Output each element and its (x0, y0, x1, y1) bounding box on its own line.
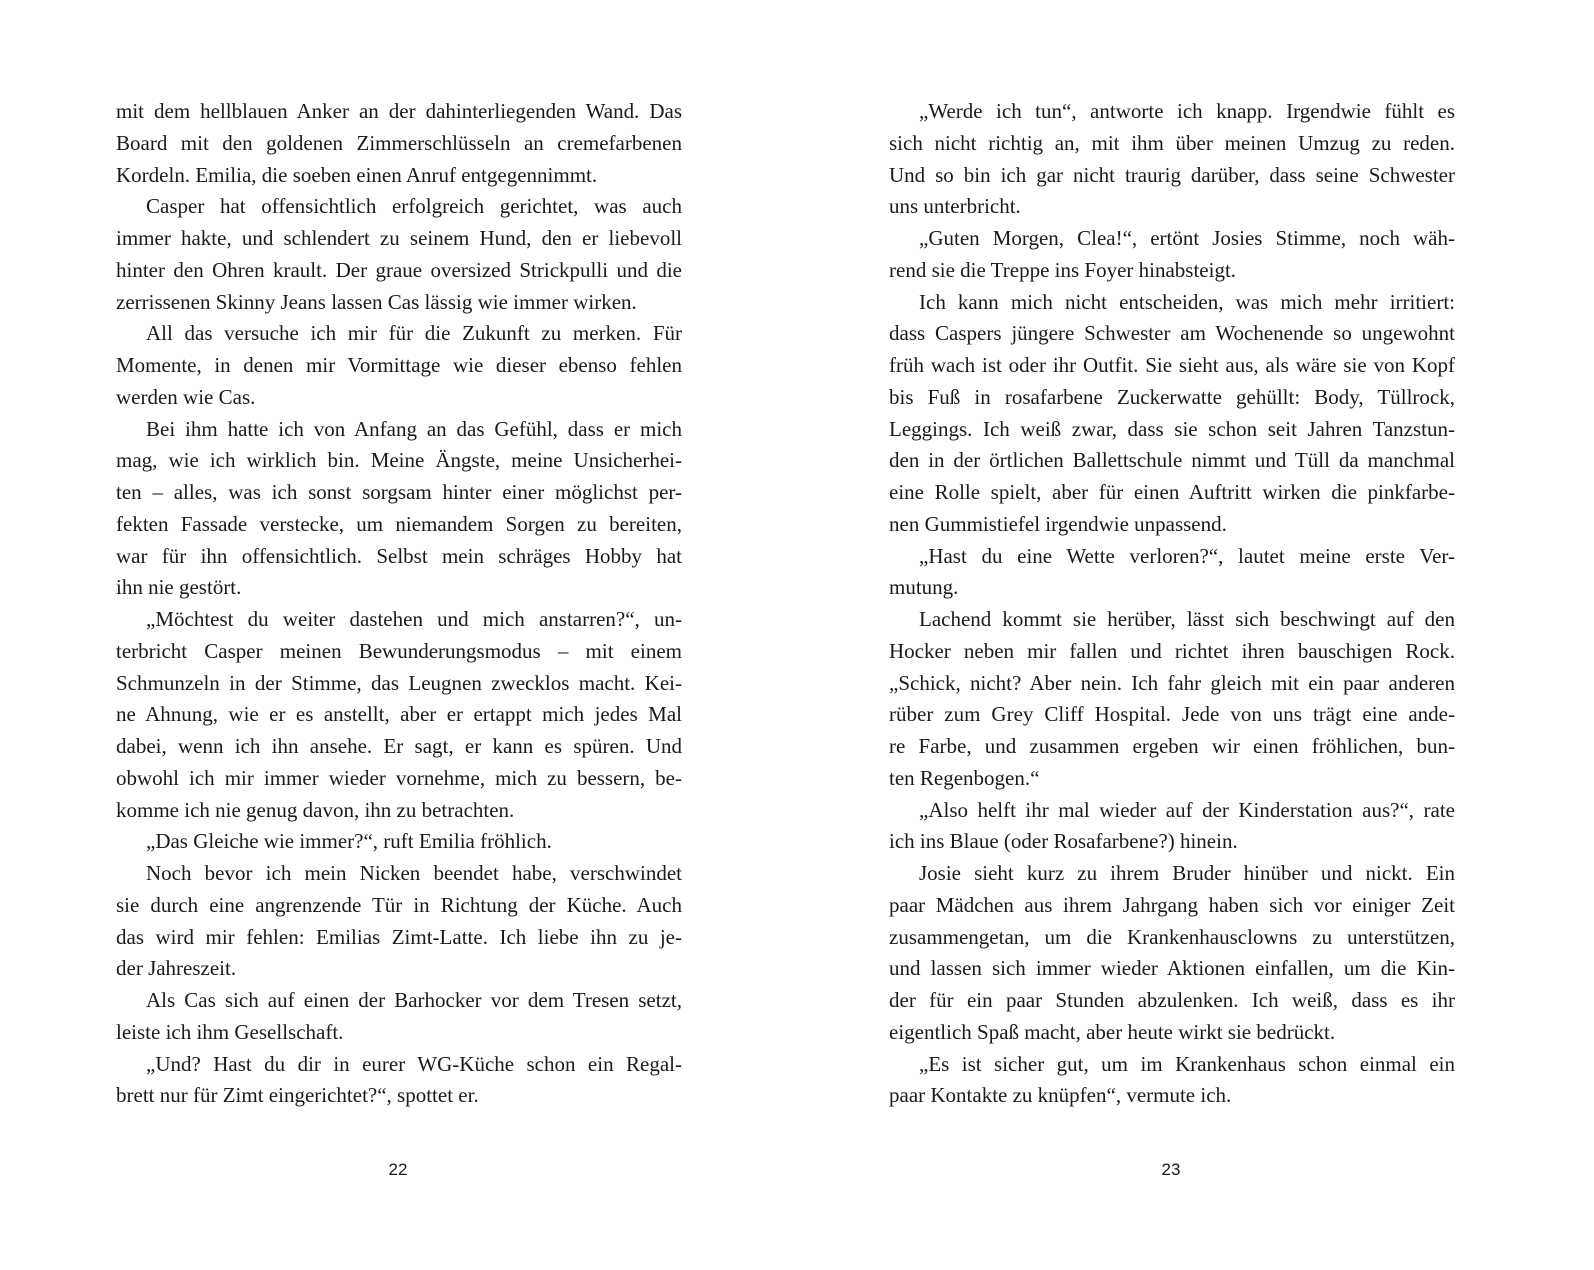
text-line: das wird mir fehlen: Emilias Zimt-Latte. Ich liebe ihn zu je- (116, 924, 682, 949)
text-line: „Hast du eine Wette verloren?“, lautet meine erste Ver- (919, 543, 1455, 568)
text-line: ihn nie gestört. (116, 575, 242, 600)
text-line: dass Caspers jüngere Schwester am Wochenende so ungewohnt (889, 321, 1455, 346)
text-line: rüber zum Grey Cliff Hospital. Jede von uns trägt eine ande- (889, 702, 1455, 727)
text-line: der für ein paar Stunden abzulenken. Ich weiß, dass es ihr (889, 988, 1455, 1012)
text-line: Und so bin ich gar nicht traurig darüber, dass seine Schwester (889, 162, 1455, 187)
text-line: Bei ihm hatte ich von Anfang an das Gefühl, dass er mich (146, 416, 682, 441)
text-line: Board mit den goldenen Zimmerschlüsseln an cremefarbenen (116, 130, 682, 155)
right-page-body (889, 96, 1455, 1112)
text-line: Lachend kommt sie herüber, lässt sich beschwingt auf den (919, 607, 1455, 631)
text-line: Leggings. Ich weiß zwar, dass sie schon seit Jahren Tanzstun- (889, 416, 1455, 441)
text-line: früh wach ist oder ihr Outfit. Sie sieht aus, als wäre sie von Kopf (889, 353, 1455, 377)
text-line: zusammengetan, um die Krankenhausclowns zu unterstützen, (889, 924, 1455, 949)
text-line: „Es ist sicher gut, um im Krankenhaus schon einmal ein (919, 1051, 1455, 1076)
text-line: leiste ich ihm Gesellschaft. (116, 1019, 344, 1044)
text-line: Casper hat offensichtlich erfolgreich gerichtet, was auch (146, 194, 682, 219)
text-line: immer hakte, und schlendert zu seinem Hund, den er liebevoll (116, 226, 682, 250)
text-line: eine Rolle spielt, aber für einen Auftritt wirken die pinkfarbe- (889, 480, 1455, 504)
text-line: Ich kann mich nicht entscheiden, was mich mehr irritiert: (919, 289, 1455, 314)
text-line: „Werde ich tun“, antworte ich knapp. Irgendwie fühlt es (919, 99, 1455, 123)
text-line: brett nur für Zimt eingerichtet?“, spottet er. (116, 1083, 479, 1108)
text-line: Schmunzeln in der Stimme, das Leugnen zwecklos macht. Kei- (116, 670, 682, 695)
text-line: Josie sieht kurz zu ihrem Bruder hinüber und nickt. Ein (919, 861, 1455, 885)
text-line: „Das Gleiche wie immer?“, ruft Emilia fröhlich. (146, 829, 552, 854)
text-line: „Also helft ihr mal wieder auf der Kinderstation aus?“, rate (919, 797, 1455, 822)
text-line: fekten Fassade verstecke, um niemandem Sorgen zu bereiten, (116, 511, 682, 536)
left-page-body (116, 96, 682, 1112)
text-line: hinter den Ohren krault. Der graue oversized Strickpulli und die (116, 257, 682, 282)
text-line: obwohl ich mir immer wieder vornehme, mich zu bessern, be- (116, 765, 682, 790)
text-line: rend sie die Treppe ins Foyer hinabsteigt. (889, 257, 1237, 282)
text-line: Hocker neben mir fallen und richtet ihren bauschigen Rock. (889, 638, 1455, 663)
text-line: Noch bevor ich mein Nicken beendet habe, verschwindet (146, 861, 682, 885)
text-line: All das versuche ich mir für die Zukunft zu merken. Für (146, 321, 682, 346)
text-line: der Jahreszeit. (116, 956, 237, 981)
text-line: komme ich nie genug davon, ihn zu betrachten. (116, 797, 515, 822)
text-line: re Farbe, und zusammen ergeben wir einen fröhlichen, bun- (889, 734, 1455, 758)
text-line: sie durch eine angrenzende Tür in Richtung der Küche. Auch (116, 892, 682, 917)
text-line: den in der örtlichen Ballettschule nimmt und Tüll da manchmal (889, 448, 1455, 473)
text-line: bis Fuß in rosafarbene Zuckerwatte gehüllt: Body, Tüllrock, (889, 384, 1455, 409)
text-line: und lassen sich immer wieder Aktionen einfallen, um die Kin- (889, 956, 1455, 981)
text-line: „Schick, nicht? Aber nein. Ich fahr gleich mit ein paar anderen (889, 670, 1455, 695)
text-line: „Möchtest du weiter dastehen und mich anstarren?“, un- (146, 607, 682, 631)
text-line: eigentlich Spaß macht, aber heute wirkt sie bedrückt. (889, 1019, 1336, 1044)
text-line: paar Mädchen aus ihrem Jahrgang haben sich vor einiger Zeit (889, 892, 1455, 917)
text-line: dabei, wenn ich ihn ansehe. Er sagt, er kann es spüren. Und (116, 734, 682, 758)
page-number-right: 23 (1161, 1160, 1181, 1179)
page-number-left: 22 (388, 1160, 408, 1179)
text-line: „Guten Morgen, Clea!“, ertönt Josies Stimme, noch wäh- (919, 226, 1455, 250)
text-line: ne Ahnung, wie er es anstellt, aber er ertappt mich jedes Mal (116, 702, 682, 727)
text-line: mutung. (889, 575, 959, 600)
text-line: ich ins Blaue (oder Rosafarbene?) hinein. (889, 829, 1238, 854)
text-line: paar Kontakte zu knüpfen“, vermute ich. (889, 1083, 1232, 1108)
text-line: ten Regenbogen.“ (889, 765, 1040, 790)
text-line: terbricht Casper meinen Bewunderungsmodus – mit einem (116, 638, 682, 663)
text-line: war für ihn offensichtlich. Selbst mein schräges Hobby hat (116, 543, 682, 568)
text-line: mit dem hellblauen Anker an der dahinterliegenden Wand. Das (116, 99, 682, 123)
text-line: „Und? Hast du dir in eurer WG-Küche schon ein Regal- (146, 1051, 682, 1076)
text-line: Als Cas sich auf einen der Barhocker vor dem Tresen setzt, (146, 988, 682, 1012)
text-line: sich nicht richtig an, mit ihm über meinen Umzug zu reden. (889, 130, 1455, 155)
text-line: Kordeln. Emilia, die soeben einen Anruf entgegennimmt. (116, 162, 598, 187)
text-line: nen Gummistiefel irgendwie unpassend. (889, 511, 1227, 536)
text-line: uns unterbricht. (889, 194, 1021, 219)
text-line: zerrissenen Skinny Jeans lassen Cas lässig wie immer wirken. (116, 289, 637, 314)
text-line: ten – alles, was ich sonst sorgsam hinter einer möglichst per- (116, 480, 682, 504)
text-line: werden wie Cas. (116, 384, 256, 409)
text-line: Momente, in denen mir Vormittage wie dieser ebenso fehlen (116, 353, 682, 377)
text-line: mag, wie ich wirklich bin. Meine Ängste, meine Unsicherhei- (116, 448, 682, 473)
